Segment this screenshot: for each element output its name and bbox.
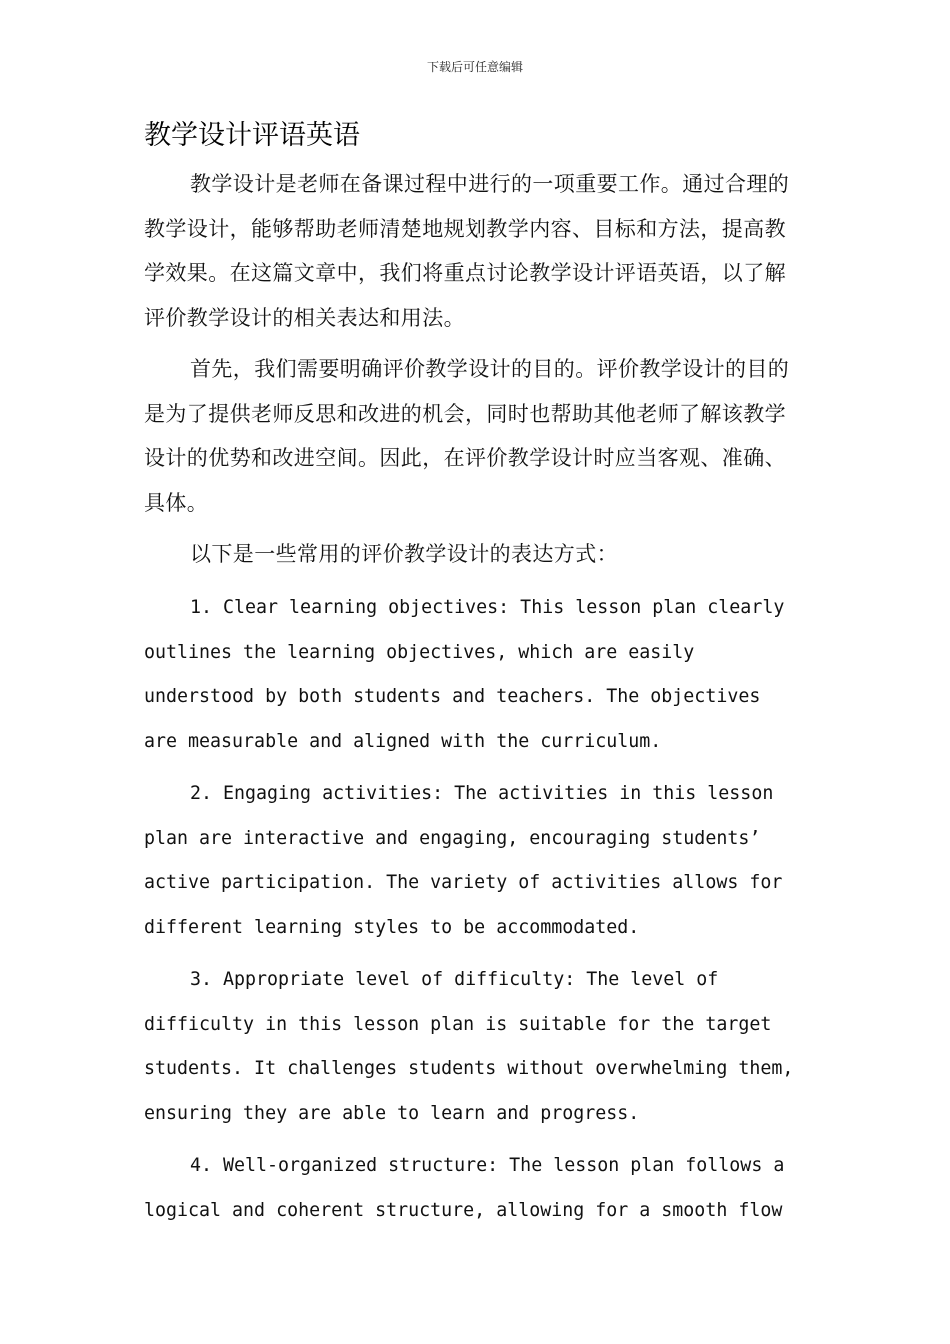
- paragraph-intro: 教学设计是老师在备课过程中进行的一项重要工作。通过合理的教学设计，能够帮助老师清楚地规划教学内容、目标和方法，提高教学效果。在这篇文章中，我们将重点讨论教学设计评语英语，以了解评价教学设计的相关表达和用法。: [144, 172, 790, 330]
- header-note: 下载后可任意编辑: [426, 60, 523, 74]
- list-item-engaging-activities: 2. Engaging activities: The activities in this lesson plan are interactive and engaging, encouraging students’ active participation. The variety of activities allows for different learning styles to be accommodated.: [144, 783, 783, 938]
- paragraph-purpose: 首先，我们需要明确评价教学设计的目的。评价教学设计的目的是为了提供老师反思和改进的机会，同时也帮助其他老师了解该教学设计的优势和改进空间。因此，在评价教学设计时应当客观、准确、具体。: [144, 357, 790, 515]
- document-title: 教学设计评语英语: [144, 120, 360, 151]
- list-item-difficulty-level: 3. Appropriate level of difficulty: The level of difficulty in this lesson plan is suitable for the target students. It challenges students without overwhelming them, ensuring they are able to learn and progress.: [144, 969, 794, 1124]
- list-item-structure: 4. Well-organized structure: The lesson plan follows a logical and coherent structure, allowing for a smooth flow: [144, 1155, 785, 1221]
- paragraph-list-intro: 以下是一些常用的评价教学设计的表达方式：: [190, 542, 618, 566]
- list-item-clear-objectives: 1. Clear learning objectives: This lesson plan clearly outlines the learning objectives, which are easily understood by both students and teachers. The objectives are measurable and aligned with the curriculum.: [144, 597, 785, 752]
